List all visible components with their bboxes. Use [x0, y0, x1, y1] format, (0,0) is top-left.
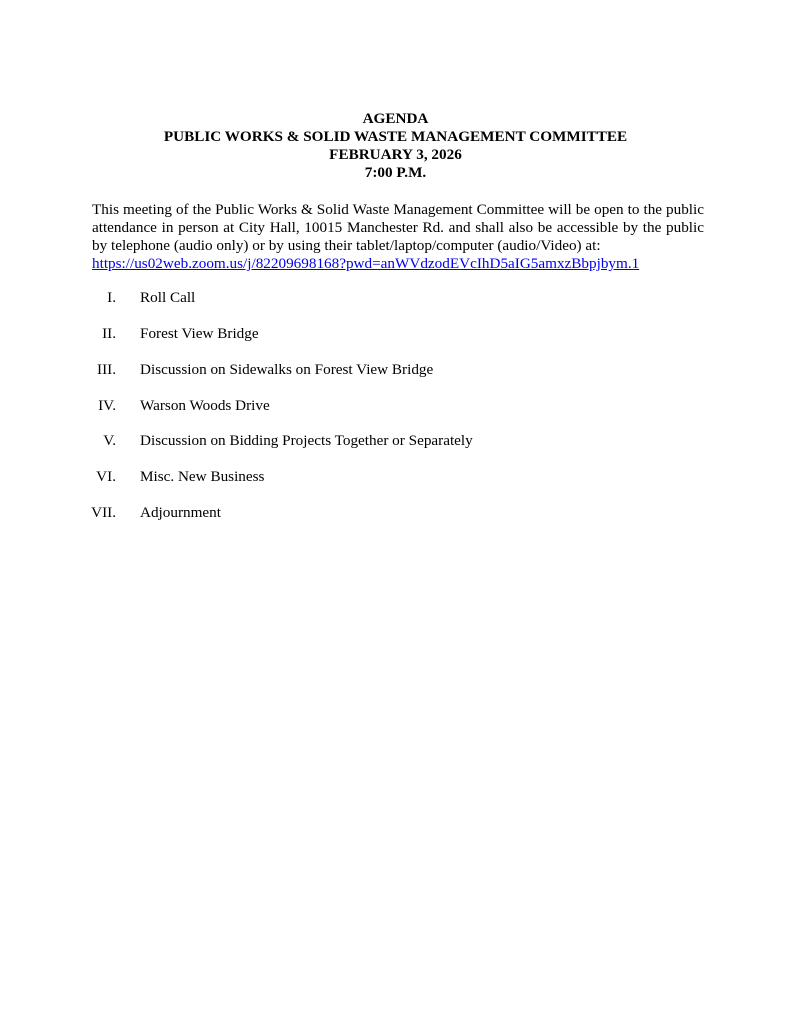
meeting-date: FEBRUARY 3, 2026 — [329, 146, 462, 163]
item-text: Discussion on Bidding Projects Together or Separately — [140, 432, 473, 449]
item-text: Forest View Bridge — [140, 325, 259, 342]
item-text: Misc. New Business — [140, 468, 265, 485]
item-number: V. — [103, 432, 116, 449]
committee-name: PUBLIC WORKS & SOLID WASTE MANAGEMENT COMMITTEE — [163, 128, 628, 145]
item-number: VI. — [96, 468, 116, 485]
item-text: Warson Woods Drive — [140, 397, 270, 414]
item-number: I. — [107, 289, 116, 306]
item-number: IV. — [98, 397, 116, 414]
item-number: III. — [97, 361, 116, 378]
agenda-item — [0, 325, 600, 343]
agenda-item — [0, 432, 600, 450]
item-text: Roll Call — [140, 289, 196, 306]
item-number: II. — [102, 325, 116, 342]
agenda-header — [0, 110, 791, 182]
item-text: Adjournment — [140, 504, 221, 521]
agenda-item — [0, 289, 600, 307]
meeting-time: 7:00 P.M. — [364, 164, 427, 181]
agenda-item — [0, 361, 600, 379]
zoom-link[interactable]: https://us02web.zoom.us/j/82209698168?pwd=anWVdzodEVcIhD5aIG5amxzBbpjbym.1 — [92, 255, 640, 272]
intro-paragraph — [92, 201, 704, 273]
item-text: Discussion on Sidewalks on Forest View Bridge — [140, 361, 434, 378]
agenda-item — [0, 468, 600, 486]
intro-text: This meeting of the Public Works & Solid Waste Management Committee will be open to the public attendance in person at City Hall, 10015 Manchester Rd. and shall also be accessible by the public by telephone (audio only) or by using their tablet/laptop/computer (audio/Video) at: — [92, 201, 704, 254]
agenda-item — [0, 397, 600, 415]
agenda-item — [0, 504, 600, 522]
agenda-title: AGENDA — [362, 110, 429, 127]
item-number: VII. — [91, 504, 116, 521]
